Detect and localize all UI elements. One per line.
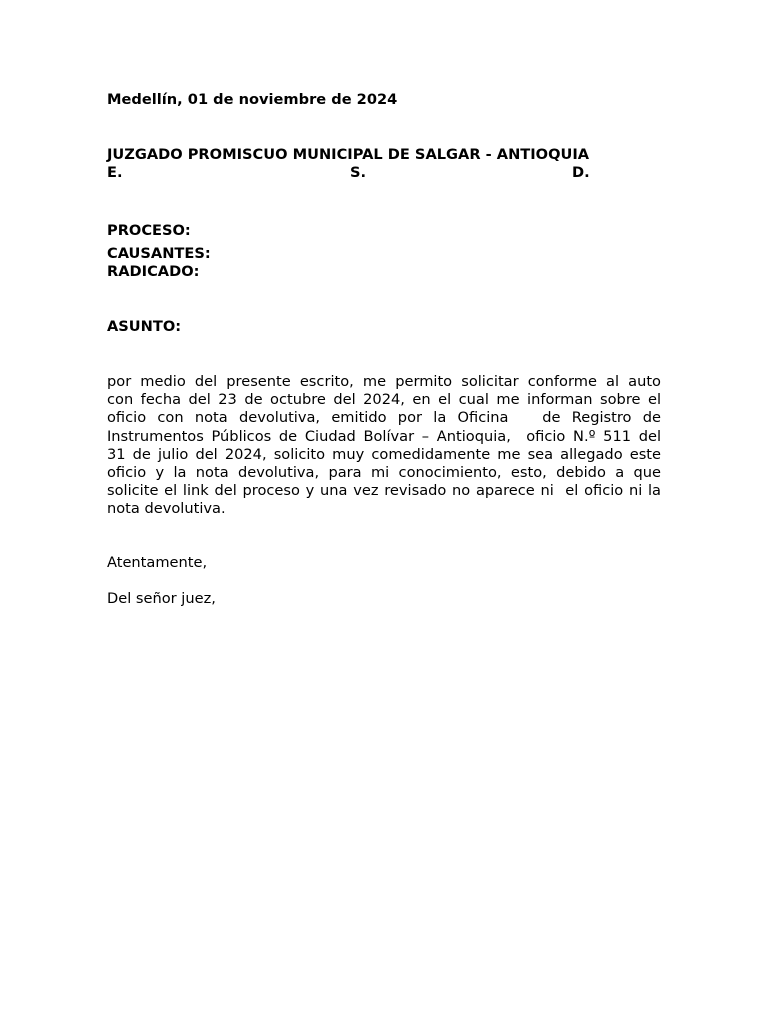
honorific-d: D.: [572, 164, 590, 181]
body-line: nota devolutiva.: [107, 500, 226, 518]
body-line: con fecha del 23 de octubre del 2024, en el cual me informan sobre el: [107, 391, 661, 409]
salutation-text: Del señor juez,: [107, 590, 216, 607]
body-line: Instrumentos Públicos de Ciudad Bolívar – Antioquia, oficio N.º 511 del: [107, 427, 661, 445]
honorific-s: S.: [350, 164, 367, 181]
honorific-e: E.: [107, 164, 123, 181]
honorific-line: [107, 164, 591, 182]
field-proceso: PROCESO:: [107, 222, 191, 239]
body-line: por medio del presente escrito, me permito solicitar conforme al auto: [107, 373, 661, 390]
body-line: solicite el link del proceso y una vez revisado no aparece ni el oficio ni la: [107, 482, 661, 500]
addressee-court: JUZGADO PROMISCUO MUNICIPAL DE SALGAR - ANTIOQUIA: [107, 146, 590, 163]
letter-body: [107, 373, 661, 519]
field-radicado: RADICADO:: [107, 263, 200, 280]
body-line: oficio y la nota devolutiva, para mi conocimiento, esto, debido a que: [107, 464, 661, 482]
date-line: Medellín, 01 de noviembre de 2024: [107, 91, 398, 108]
closing-text: Atentamente,: [107, 554, 208, 571]
subject-label: ASUNTO:: [107, 318, 182, 335]
body-line: oficio con nota devolutiva, emitido por la Oficina de Registro de: [107, 409, 661, 427]
field-causantes: CAUSANTES:: [107, 245, 211, 262]
body-line: 31 de julio del 2024, solicito muy comedidamente me sea allegado este: [107, 445, 661, 463]
